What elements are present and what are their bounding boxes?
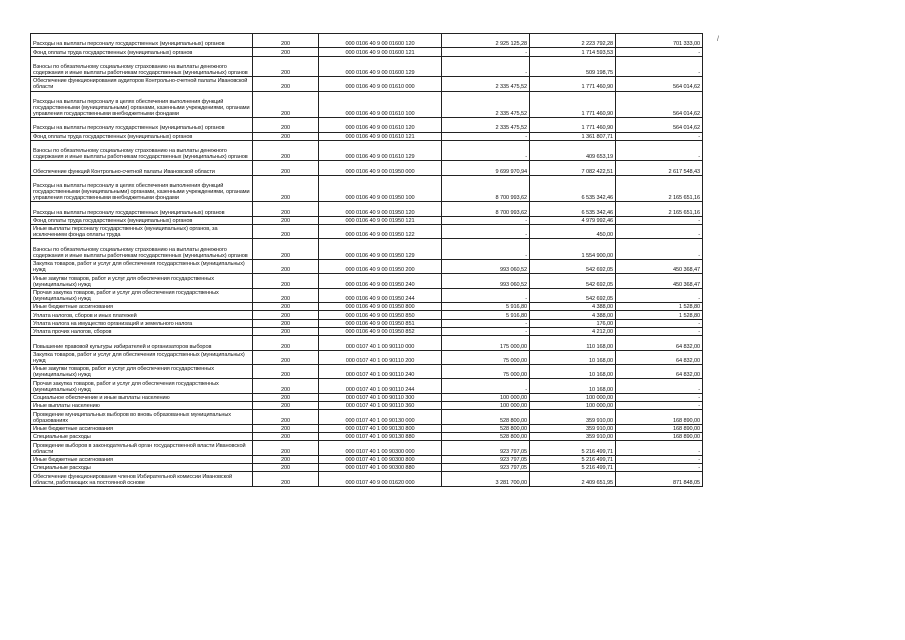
row-kbk: 000 0106 40 9 00 01610 000 (319, 77, 442, 91)
row-code: 200 (253, 259, 319, 273)
row-executed-amount: 4 388,00 (530, 303, 616, 311)
row-kbk: 000 0107 40 1 00 90110 300 (319, 393, 442, 401)
row-approved-amount: - (442, 140, 530, 161)
row-name: Иные выплаты населению (31, 402, 253, 410)
row-approved-amount: 100 000,00 (442, 393, 530, 401)
row-kbk: 000 0106 40 9 00 01610 120 (319, 118, 442, 132)
row-approved-amount: 8 700 993,62 (442, 175, 530, 202)
row-code: 200 (253, 424, 319, 432)
row-code: 200 (253, 311, 319, 319)
table-row (31, 393, 703, 401)
row-name: Прочая закупка товаров, работ и услуг для обеспечения государственных (муниципальных) нужд (31, 379, 253, 393)
table-row (31, 77, 703, 91)
row-kbk: 000 0106 40 9 00 01950 200 (319, 259, 442, 273)
row-kbk: 000 0106 40 9 00 01600 120 (319, 34, 442, 48)
row-approved-amount: 3 281 700,00 (442, 472, 530, 486)
row-approved-amount: 2 335 475,52 (442, 118, 530, 132)
row-code: 200 (253, 455, 319, 463)
row-code: 200 (253, 464, 319, 472)
row-kbk: 000 0106 40 9 00 01950 800 (319, 303, 442, 311)
row-code: 200 (253, 175, 319, 202)
budget-execution-table (30, 33, 703, 487)
row-kbk: 000 0106 40 9 00 01610 100 (319, 91, 442, 118)
row-executed-amount: 6 535 342,46 (530, 175, 616, 202)
row-code: 200 (253, 132, 319, 140)
row-executed-amount: 1 361 807,71 (530, 132, 616, 140)
row-approved-amount: - (442, 225, 530, 239)
row-approved-amount: 75 000,00 (442, 365, 530, 379)
table-row (31, 56, 703, 77)
row-approved-amount: 2 925 125,28 (442, 34, 530, 48)
row-name: Взносы по обязательному социальному страхованию на выплаты денежного содержания и иные выплаты работникам государственных (муниципальных) органов (31, 140, 253, 161)
row-name: Уплата налогов, сборов и иных платежей (31, 311, 253, 319)
row-code: 200 (253, 161, 319, 175)
row-executed-amount: 176,00 (530, 319, 616, 327)
row-name: Специальные расходы (31, 433, 253, 441)
row-unexecuted-amount: 168 890,00 (616, 433, 703, 441)
row-approved-amount: 2 335 475,52 (442, 91, 530, 118)
row-kbk: 000 0107 40 1 00 90130 880 (319, 433, 442, 441)
row-code: 200 (253, 48, 319, 56)
table-row (31, 91, 703, 118)
row-kbk: 000 0107 40 1 00 90130 800 (319, 424, 442, 432)
row-unexecuted-amount: - (616, 56, 703, 77)
row-name: Иные выплаты персоналу государственных (муниципальных) органов, за исключением фонда оплаты труда (31, 225, 253, 239)
row-kbk: 000 0107 40 1 00 90110 000 (319, 336, 442, 350)
row-executed-amount: 100 000,00 (530, 402, 616, 410)
row-code: 200 (253, 410, 319, 424)
row-name: Проведение выборов в законодательный орган государственной власти Ивановской области (31, 441, 253, 455)
row-name: Взносы по обязательному социальному страхованию на выплаты денежного содержания и иные выплаты работникам государственных (муниципальных) органов (31, 56, 253, 77)
row-name: Иные бюджетные ассигнования (31, 303, 253, 311)
row-unexecuted-amount: 2 617 548,43 (616, 161, 703, 175)
row-kbk: 000 0107 40 1 00 90110 240 (319, 365, 442, 379)
table-row (31, 34, 703, 48)
row-approved-amount: 993 060,52 (442, 259, 530, 273)
row-approved-amount: 175 000,00 (442, 336, 530, 350)
row-executed-amount: 6 535 342,46 (530, 202, 616, 216)
row-executed-amount: 5 216 499,71 (530, 455, 616, 463)
row-unexecuted-amount: 450 368,47 (616, 259, 703, 273)
row-name: Расходы на выплаты персоналу в целях обеспечения выполнения функций государственными (муниципальными) органами, казенными учреждениями, органами управления государственными внебюджетными фондами (31, 91, 253, 118)
row-name: Уплата налога на имущество организаций и земельного налога (31, 319, 253, 327)
row-approved-amount: - (442, 239, 530, 260)
row-code: 200 (253, 118, 319, 132)
row-unexecuted-amount: 701 333,00 (616, 34, 703, 48)
row-executed-amount: 542 692,05 (530, 274, 616, 288)
table-row (31, 410, 703, 424)
row-kbk: 000 0106 40 9 00 01950 129 (319, 239, 442, 260)
row-executed-amount: 542 692,05 (530, 259, 616, 273)
row-name: Закупка товаров, работ и услуг для обеспечения государственных (муниципальных) нужд (31, 259, 253, 273)
row-kbk: 000 0107 40 9 00 01620 000 (319, 472, 442, 486)
table-row (31, 303, 703, 311)
row-executed-amount: 4 388,00 (530, 311, 616, 319)
row-code: 200 (253, 441, 319, 455)
table-row (31, 464, 703, 472)
row-executed-amount: 5 216 499,71 (530, 441, 616, 455)
row-name: Расходы на выплаты персоналу государственных (муниципальных) органов (31, 34, 253, 48)
row-kbk: 000 0106 40 9 00 01950 121 (319, 216, 442, 224)
row-kbk: 000 0107 40 1 00 90130 000 (319, 410, 442, 424)
table-row (31, 350, 703, 364)
row-code: 200 (253, 365, 319, 379)
row-unexecuted-amount: 168 890,00 (616, 424, 703, 432)
row-name: Закупка товаров, работ и услуг для обеспечения государственных (муниципальных) нужд (31, 350, 253, 364)
table-row (31, 140, 703, 161)
row-kbk: 000 0106 40 9 00 01610 121 (319, 132, 442, 140)
row-unexecuted-amount: - (616, 132, 703, 140)
row-code: 200 (253, 77, 319, 91)
row-name: Фонд оплаты труда государственных (муниципальных) органов (31, 132, 253, 140)
row-name: Фонд оплаты труда государственных (муниципальных) органов (31, 48, 253, 56)
row-unexecuted-amount: 2 165 651,16 (616, 175, 703, 202)
row-approved-amount: 8 700 993,62 (442, 202, 530, 216)
row-name: Повышение правовой культуры избирателей и организаторов выборов (31, 336, 253, 350)
row-code: 200 (253, 56, 319, 77)
row-executed-amount: 4 979 992,46 (530, 216, 616, 224)
row-name: Расходы на выплаты персоналу государственных (муниципальных) органов (31, 118, 253, 132)
row-code: 200 (253, 350, 319, 364)
row-name: Расходы на выплаты персоналу в целях обеспечения выполнения функций государственными (муниципальными) органами, казенными учреждениями, органами управления государственными внебюджетными фондами (31, 175, 253, 202)
row-executed-amount: 359 910,00 (530, 410, 616, 424)
table-row (31, 336, 703, 350)
row-unexecuted-amount: - (616, 140, 703, 161)
row-unexecuted-amount: - (616, 239, 703, 260)
row-kbk: 000 0107 40 1 00 90110 360 (319, 402, 442, 410)
row-kbk: 000 0107 40 1 00 90110 244 (319, 379, 442, 393)
scan-mark: / (717, 36, 719, 43)
row-unexecuted-amount: 564 014,62 (616, 91, 703, 118)
table-row (31, 424, 703, 432)
row-executed-amount: 1 771 460,90 (530, 91, 616, 118)
row-executed-amount: 359 910,00 (530, 424, 616, 432)
row-executed-amount: 509 198,75 (530, 56, 616, 77)
row-approved-amount: 75 000,00 (442, 350, 530, 364)
table-row (31, 48, 703, 56)
row-approved-amount: 2 335 475,52 (442, 77, 530, 91)
row-kbk: 000 0106 40 9 00 01600 121 (319, 48, 442, 56)
row-code: 200 (253, 274, 319, 288)
table-row (31, 441, 703, 455)
row-unexecuted-amount: 1 528,80 (616, 311, 703, 319)
row-unexecuted-amount: - (616, 393, 703, 401)
row-executed-amount: 10 168,00 (530, 379, 616, 393)
row-approved-amount: - (442, 379, 530, 393)
row-code: 200 (253, 402, 319, 410)
row-executed-amount: 1 771 460,90 (530, 118, 616, 132)
table-row (31, 239, 703, 260)
row-approved-amount: - (442, 288, 530, 302)
row-unexecuted-amount: 64 832,00 (616, 336, 703, 350)
table-row (31, 311, 703, 319)
row-unexecuted-amount: - (616, 441, 703, 455)
row-approved-amount: 528 800,00 (442, 433, 530, 441)
row-approved-amount: 993 060,52 (442, 274, 530, 288)
row-approved-amount: - (442, 48, 530, 56)
row-code: 200 (253, 225, 319, 239)
row-name: Обеспечение функций Контрольно-счетной палаты Ивановской области (31, 161, 253, 175)
row-executed-amount: 5 216 499,71 (530, 464, 616, 472)
row-unexecuted-amount: 64 832,00 (616, 350, 703, 364)
row-kbk: 000 0106 40 9 00 01600 129 (319, 56, 442, 77)
row-approved-amount: 923 797,05 (442, 441, 530, 455)
row-unexecuted-amount: - (616, 225, 703, 239)
row-approved-amount: 923 797,05 (442, 464, 530, 472)
table-row (31, 433, 703, 441)
row-code: 200 (253, 140, 319, 161)
row-unexecuted-amount: 871 848,05 (616, 472, 703, 486)
row-executed-amount: 409 653,19 (530, 140, 616, 161)
row-kbk: 000 0106 40 9 00 01950 100 (319, 175, 442, 202)
row-executed-amount: 2 409 651,95 (530, 472, 616, 486)
row-unexecuted-amount: 64 832,00 (616, 365, 703, 379)
row-kbk: 000 0106 40 9 00 01950 240 (319, 274, 442, 288)
row-name: Социальное обеспечение и иные выплаты населению (31, 393, 253, 401)
row-code: 200 (253, 34, 319, 48)
row-executed-amount: 100 000,00 (530, 393, 616, 401)
table-row (31, 175, 703, 202)
row-executed-amount: 1 714 593,53 (530, 48, 616, 56)
table-row (31, 319, 703, 327)
row-approved-amount: 528 800,00 (442, 424, 530, 432)
row-code: 200 (253, 472, 319, 486)
row-approved-amount: - (442, 327, 530, 335)
row-name: Обеспечение функционирования аудиторов Контрольно-счетной палаты Ивановской области (31, 77, 253, 91)
table-row (31, 402, 703, 410)
row-kbk: 000 0107 40 1 00 90300 800 (319, 455, 442, 463)
row-unexecuted-amount: - (616, 464, 703, 472)
row-code: 200 (253, 202, 319, 216)
row-name: Проведение муниципальных выборов во вновь образованных муниципальных образованиях (31, 410, 253, 424)
row-approved-amount: 5 916,80 (442, 303, 530, 311)
row-name: Уплата прочих налогов, сборов (31, 327, 253, 335)
row-unexecuted-amount: - (616, 379, 703, 393)
row-code: 200 (253, 379, 319, 393)
row-name: Иные закупки товаров, работ и услуг для обеспечения государственных (муниципальных) нужд (31, 365, 253, 379)
row-executed-amount: 10 168,00 (530, 365, 616, 379)
row-unexecuted-amount: - (616, 288, 703, 302)
table-row (31, 132, 703, 140)
row-code: 200 (253, 319, 319, 327)
row-name: Расходы на выплаты персоналу государственных (муниципальных) органов (31, 202, 253, 216)
row-kbk: 000 0107 40 1 00 90110 200 (319, 350, 442, 364)
row-unexecuted-amount: 1 528,80 (616, 303, 703, 311)
row-approved-amount: - (442, 216, 530, 224)
table-row (31, 216, 703, 224)
row-name: Специальные расходы (31, 464, 253, 472)
table-row (31, 225, 703, 239)
row-approved-amount: - (442, 319, 530, 327)
row-kbk: 000 0106 40 9 00 01950 850 (319, 311, 442, 319)
row-executed-amount: 2 223 792,28 (530, 34, 616, 48)
row-approved-amount: 100 000,00 (442, 402, 530, 410)
row-approved-amount: 9 699 970,94 (442, 161, 530, 175)
row-name: Взносы по обязательному социальному страхованию на выплаты денежного содержания и иные выплаты работникам государственных (муниципальных) органов (31, 239, 253, 260)
row-kbk: 000 0106 40 9 00 01950 852 (319, 327, 442, 335)
row-unexecuted-amount: 564 014,62 (616, 118, 703, 132)
row-kbk: 000 0107 40 1 00 90300 000 (319, 441, 442, 455)
row-unexecuted-amount: 450 368,47 (616, 274, 703, 288)
row-unexecuted-amount: - (616, 48, 703, 56)
row-kbk: 000 0106 40 9 00 01950 122 (319, 225, 442, 239)
table-row (31, 472, 703, 486)
row-approved-amount: 5 916,80 (442, 311, 530, 319)
row-code: 200 (253, 239, 319, 260)
row-executed-amount: 4 212,00 (530, 327, 616, 335)
row-code: 200 (253, 327, 319, 335)
row-unexecuted-amount: - (616, 327, 703, 335)
row-code: 200 (253, 433, 319, 441)
row-name: Иные бюджетные ассигнования (31, 455, 253, 463)
row-unexecuted-amount: 2 165 651,16 (616, 202, 703, 216)
row-kbk: 000 0106 40 9 00 01610 129 (319, 140, 442, 161)
table-row (31, 455, 703, 463)
table-row (31, 161, 703, 175)
row-unexecuted-amount: 564 014,62 (616, 77, 703, 91)
row-code: 200 (253, 336, 319, 350)
row-executed-amount: 450,00 (530, 225, 616, 239)
row-unexecuted-amount: - (616, 402, 703, 410)
row-unexecuted-amount: - (616, 319, 703, 327)
row-name: Иные бюджетные ассигнования (31, 424, 253, 432)
table-row (31, 259, 703, 273)
row-name: Фонд оплаты труда государственных (муниципальных) органов (31, 216, 253, 224)
row-executed-amount: 110 168,00 (530, 336, 616, 350)
row-executed-amount: 1 771 460,90 (530, 77, 616, 91)
row-executed-amount: 542 692,05 (530, 288, 616, 302)
row-code: 200 (253, 303, 319, 311)
table-row (31, 274, 703, 288)
row-code: 200 (253, 393, 319, 401)
row-name: Прочая закупка товаров, работ и услуг для обеспечения государственных (муниципальных) нужд (31, 288, 253, 302)
row-name: Иные закупки товаров, работ и услуг для обеспечения государственных (муниципальных) нужд (31, 274, 253, 288)
table-body (31, 34, 703, 487)
row-unexecuted-amount: - (616, 216, 703, 224)
row-executed-amount: 359 910,00 (530, 433, 616, 441)
row-name: Обеспечение функционирования членов Избирательной комиссии Ивановской области, работающих на постоянной основе (31, 472, 253, 486)
table-row (31, 202, 703, 216)
table-row (31, 379, 703, 393)
row-code: 200 (253, 91, 319, 118)
row-executed-amount: 7 082 422,51 (530, 161, 616, 175)
row-approved-amount: 528 800,00 (442, 410, 530, 424)
row-executed-amount: 1 554 900,00 (530, 239, 616, 260)
row-unexecuted-amount: 168 890,00 (616, 410, 703, 424)
row-executed-amount: 10 168,00 (530, 350, 616, 364)
row-code: 200 (253, 288, 319, 302)
row-kbk: 000 0106 40 9 00 01950 851 (319, 319, 442, 327)
row-kbk: 000 0106 40 9 00 01950 000 (319, 161, 442, 175)
row-kbk: 000 0106 40 9 00 01950 244 (319, 288, 442, 302)
table-row (31, 365, 703, 379)
table-row (31, 327, 703, 335)
table-row (31, 288, 703, 302)
row-kbk: 000 0106 40 9 00 01950 120 (319, 202, 442, 216)
table-row (31, 118, 703, 132)
row-code: 200 (253, 216, 319, 224)
row-kbk: 000 0107 40 1 00 90300 880 (319, 464, 442, 472)
row-approved-amount: - (442, 132, 530, 140)
row-approved-amount: - (442, 56, 530, 77)
row-approved-amount: 923 797,05 (442, 455, 530, 463)
row-unexecuted-amount: - (616, 455, 703, 463)
